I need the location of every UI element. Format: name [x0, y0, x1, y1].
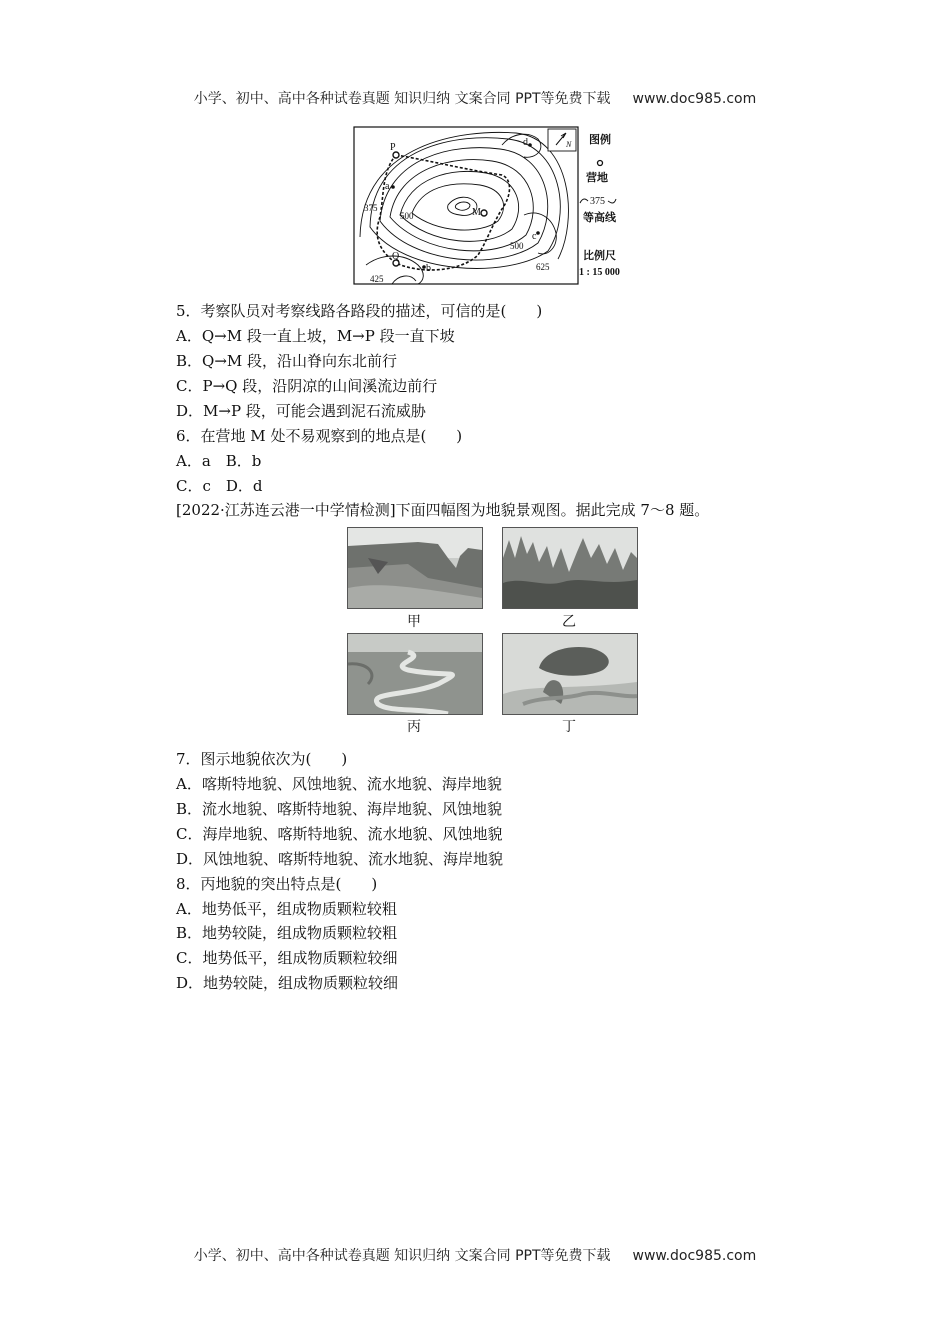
photo-jia	[347, 527, 483, 609]
legend-camp-label: 营地	[586, 171, 608, 184]
q8-stem: 8．丙地貌的突出特点是( )	[176, 875, 378, 893]
q7-option-a: A．喀斯特地貌、风蚀地貌、流水地貌、海岸地貌	[176, 775, 502, 793]
legend-scale-label: 比例尺	[583, 249, 616, 262]
legend-contour-label: 等高线	[583, 211, 616, 224]
legend-title: 图例	[589, 133, 611, 146]
q6-stem: 6．在营地 M 处不易观察到的地点是( )	[176, 427, 463, 445]
label-m: M	[472, 207, 481, 218]
north-arrow	[548, 129, 576, 151]
q8-option-d: D．地势较陡，组成物质颗粒较细	[176, 974, 399, 992]
photo-yi	[502, 527, 638, 609]
point-d-dot	[528, 143, 532, 147]
q5-option-c: C．P→Q 段，沿阴凉的山间溪流边前行	[176, 377, 438, 395]
q8-option-a: A．地势低平，组成物质颗粒较粗	[176, 900, 397, 918]
legend-scale-value: 1 : 15 000	[579, 267, 620, 278]
caption-jia: 甲	[407, 614, 421, 630]
q6-options-cd: C．c D．d	[176, 477, 263, 495]
q5-stem: 5．考察队员对考察线路各路段的描述，可信的是( )	[176, 302, 543, 320]
legend-contour-left-icon	[580, 199, 588, 203]
north-label: N	[566, 140, 572, 149]
point-a-dot	[391, 185, 395, 189]
label-q: Q	[392, 251, 400, 262]
q7-option-d: D．风蚀地貌、喀斯特地貌、流水地貌、海岸地貌	[176, 850, 504, 868]
contour-label-375: 375	[364, 203, 378, 213]
photo-ding-image	[503, 634, 637, 714]
q5-option-a: A．Q→M 段一直上坡，M→P 段一直下坡	[176, 327, 455, 345]
contour-label-500a: 500	[400, 211, 414, 221]
label-b: b	[426, 263, 431, 274]
contour-map	[352, 125, 637, 287]
q7-option-b: B．流水地貌、喀斯特地貌、海岸地貌、风蚀地貌	[176, 800, 503, 818]
photo-yi-image	[503, 528, 637, 608]
contour-label-425: 425	[370, 274, 384, 284]
photo-jia-image	[348, 528, 482, 608]
legend-contour-value: 375	[590, 196, 605, 207]
footer-site: www.doc985.com	[632, 1248, 757, 1264]
caption-yi: 乙	[562, 614, 576, 630]
contour-label-625: 625	[536, 262, 550, 272]
q6-options-ab: A．a B．b	[176, 452, 262, 470]
q8-option-b: B．地势较陡，组成物质颗粒较粗	[176, 924, 398, 942]
camp-m-icon	[481, 210, 487, 216]
photo-bing	[347, 633, 483, 715]
caption-ding: 丁	[562, 719, 576, 735]
legend-camp-icon	[598, 161, 603, 166]
caption-bing: 丙	[407, 719, 421, 735]
page-header	[0, 88, 950, 108]
section-intro: [2022·江苏连云港一中学情检测]下面四幅图为地貌景观图。据此完成 7～8 题。	[176, 501, 710, 519]
point-c-dot	[536, 231, 540, 235]
legend-contour-right-icon	[608, 199, 616, 203]
q5-option-b: B．Q→M 段，沿山脊向东北前行	[176, 352, 398, 370]
header-text: 小学、初中、高中各种试卷真题 知识归纳 文案合同 PPT等免费下载	[193, 91, 611, 107]
map-legend	[579, 132, 620, 278]
q8-option-c: C．地势低平，组成物质颗粒较细	[176, 949, 398, 967]
contour-label-500b: 500	[510, 241, 524, 251]
header-site: www.doc985.com	[632, 91, 757, 107]
map-frame	[354, 127, 578, 284]
footer-text: 小学、初中、高中各种试卷真题 知识归纳 文案合同 PPT等免费下载	[193, 1248, 611, 1264]
q5-option-d: D．M→P 段，可能会遇到泥石流威胁	[176, 402, 426, 420]
photo-ding	[502, 633, 638, 715]
q7-option-c: C．海岸地貌、喀斯特地貌、流水地貌、风蚀地貌	[176, 825, 503, 843]
label-p: P	[390, 142, 396, 153]
q7-stem: 7．图示地貌依次为( )	[176, 750, 348, 768]
photo-bing-image	[348, 634, 482, 714]
label-a: a	[385, 181, 390, 192]
page-footer	[0, 1245, 950, 1265]
label-c: c	[532, 231, 537, 242]
label-d: d	[523, 137, 528, 148]
